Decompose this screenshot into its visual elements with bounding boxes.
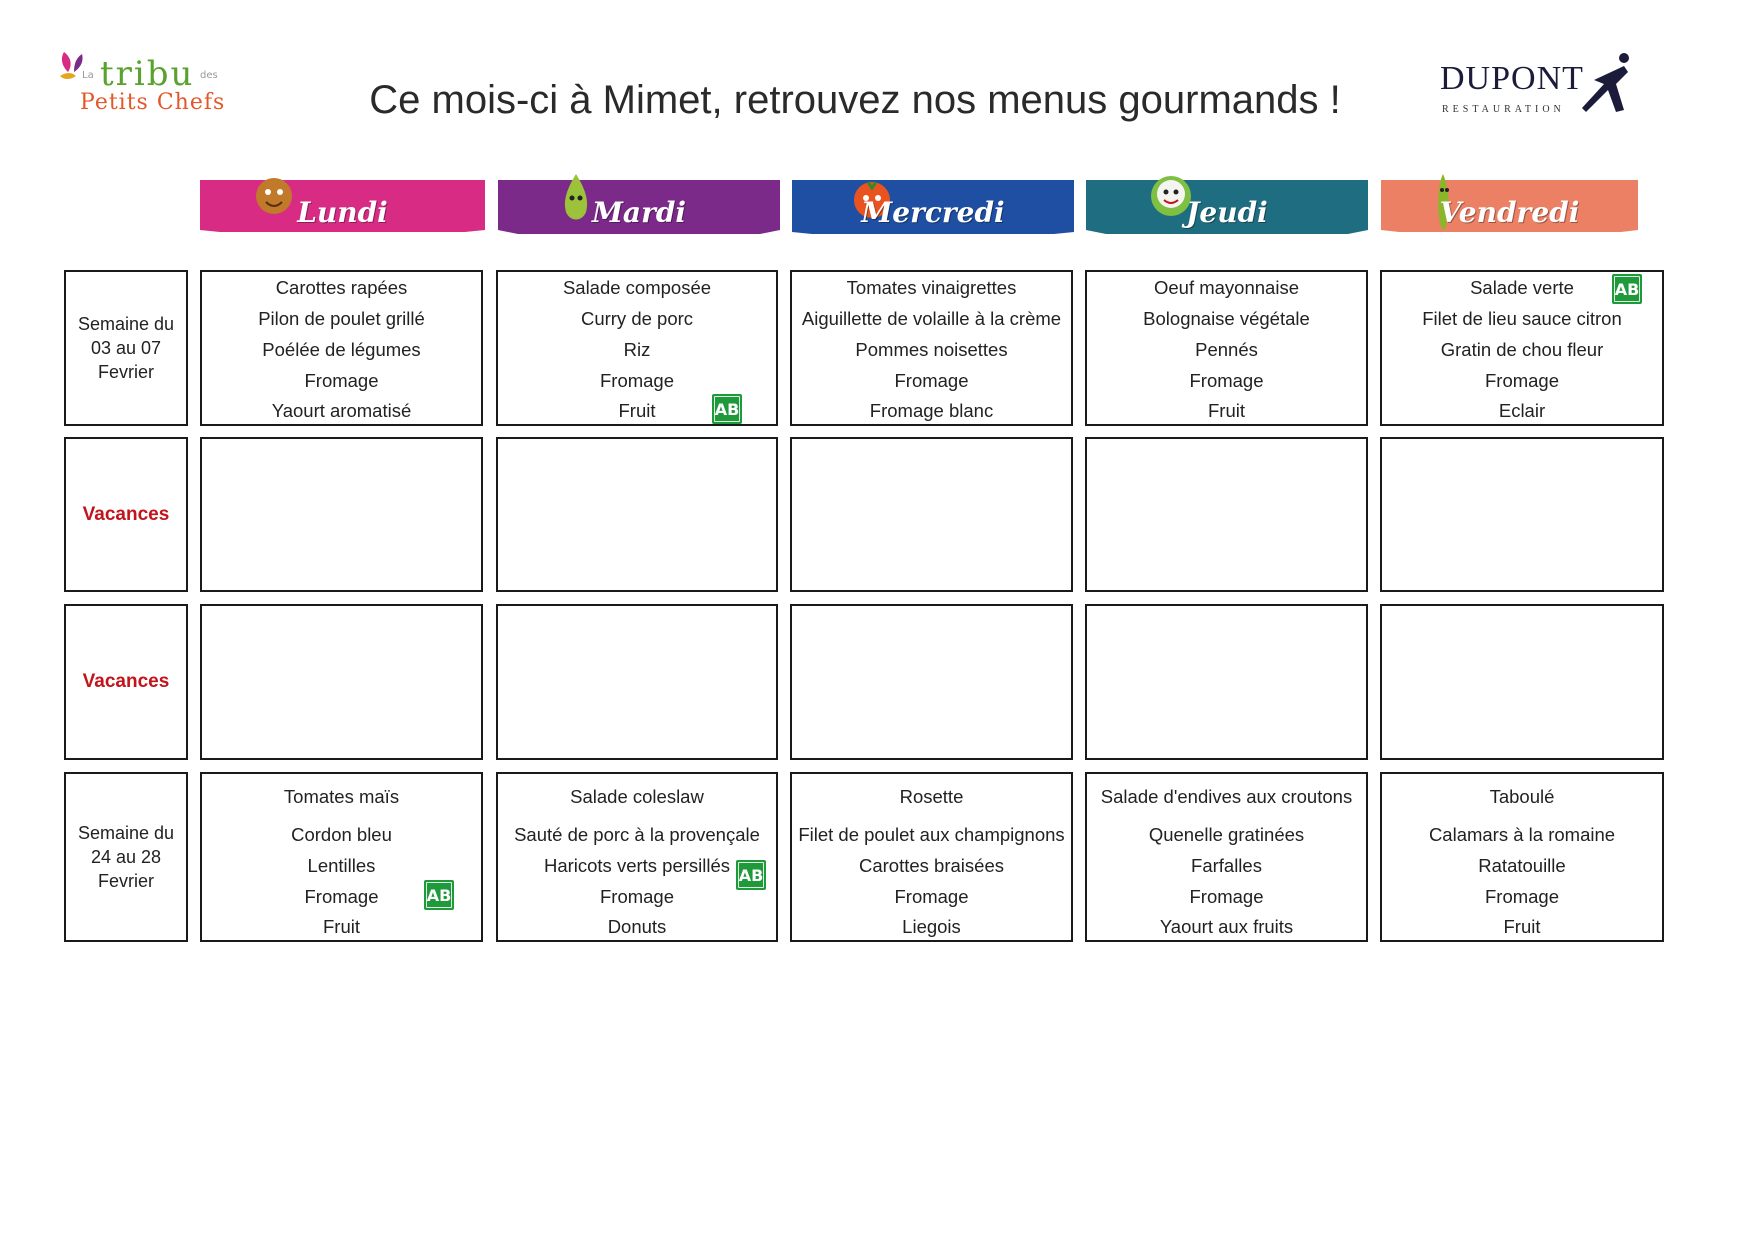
menu-item: Tomates vinaigrettes	[846, 277, 1017, 298]
week-label-line: Fevrier	[97, 362, 154, 382]
menu-item: Cordon bleu	[291, 824, 392, 845]
menu-cell-jeudi	[1085, 772, 1368, 942]
menu-item: Riz	[623, 339, 651, 360]
day-label: Jeudi	[1186, 196, 1268, 229]
holiday-label: Vacances	[82, 503, 170, 525]
menu-item: Tomates maïs	[283, 786, 400, 807]
empty-cell	[496, 604, 778, 760]
menu-item: Filet de lieu sauce citron	[1422, 308, 1622, 329]
menu-item: Fromage	[304, 370, 379, 391]
menu-item: Fromage	[1484, 370, 1560, 391]
week-label-cell	[64, 772, 188, 942]
menu-cell-mardi	[496, 772, 778, 942]
runner-logo-icon	[1580, 50, 1640, 120]
empty-cell	[200, 437, 483, 592]
day-banner-jeudi	[1086, 180, 1368, 250]
menu-item: Fromage	[1484, 886, 1560, 907]
empty-cell	[1085, 437, 1368, 592]
menu-item: Salade coleslaw	[570, 786, 704, 807]
menu-cell-lundi	[200, 270, 483, 426]
week-label-line: 24 au 28	[90, 847, 162, 867]
empty-cell	[1085, 604, 1368, 760]
menu-item: Salade verte	[1470, 277, 1574, 298]
menu-item: Fromage	[894, 370, 969, 391]
brand-la: La	[82, 70, 94, 81]
menu-cell-mercredi	[790, 772, 1073, 942]
menu-item: Oeuf mayonnaise	[1153, 277, 1299, 298]
day-label: Vendredi	[1439, 196, 1580, 229]
day-banner-mercredi	[792, 180, 1074, 250]
day-label: Mercredi	[861, 196, 1005, 229]
menu-item: Gratin de chou fleur	[1440, 339, 1604, 360]
empty-cell	[1380, 437, 1664, 592]
week-label-cell	[64, 270, 188, 426]
brand-dupont: DUPONT	[1440, 60, 1584, 97]
day-label: Mardi	[591, 196, 687, 229]
brand-restauration: RESTAURATION	[1442, 104, 1565, 115]
menu-item: Lentilles	[307, 855, 376, 876]
menu-item: Donuts	[607, 916, 667, 937]
week-label-line: 03 au 07	[90, 338, 162, 358]
menu-item: Filet de poulet aux champignons	[798, 824, 1065, 845]
week-label-cell	[64, 437, 188, 592]
day-banner-lundi	[200, 180, 485, 250]
menu-item: Taboulé	[1489, 786, 1555, 807]
menu-cell-mardi	[496, 270, 778, 426]
week-label-line: Semaine du	[77, 823, 175, 843]
organic-ab-icon: AB	[712, 394, 742, 424]
menu-cell-jeudi	[1085, 270, 1368, 426]
menu-item: Eclair	[1498, 400, 1546, 421]
day-banner-mardi	[498, 180, 780, 250]
menu-item: Ratatouille	[1478, 855, 1566, 876]
menu-cell-mercredi	[790, 270, 1073, 426]
menu-item: Fromage	[599, 370, 675, 391]
menu-item: Fromage	[1189, 886, 1264, 907]
menu-item: Salade composée	[562, 277, 712, 298]
menu-item: Aiguillette de volaille à la crème	[801, 308, 1062, 329]
day-banner-vendredi	[1381, 180, 1638, 250]
menu-item: Carottes rapées	[275, 277, 408, 298]
empty-cell	[496, 437, 778, 592]
menu-cell-vendredi	[1380, 772, 1664, 942]
menu-item: Carottes braisées	[859, 855, 1004, 876]
menu-item: Haricots verts persillés	[543, 855, 731, 876]
menu-item: Yaourt aux fruits	[1159, 916, 1294, 937]
empty-cell	[790, 437, 1073, 592]
organic-ab-icon: AB	[736, 860, 766, 890]
menu-item: Fruit	[1208, 400, 1245, 421]
menu-item: Fromage	[304, 886, 379, 907]
menu-cell-vendredi	[1380, 270, 1664, 426]
menu-item: Fruit	[323, 916, 360, 937]
menu-item: Yaourt aromatisé	[271, 400, 412, 421]
menu-item: Rosette	[899, 786, 964, 807]
menu-item: Pommes noisettes	[855, 339, 1008, 360]
menu-item: Sauté de porc à la provençale	[514, 824, 760, 845]
la-tribu-des-petits-chefs-logo	[58, 50, 258, 130]
brand-des: des	[200, 70, 218, 81]
brand-tribu: tribu	[100, 54, 195, 94]
organic-ab-icon: AB	[1612, 274, 1642, 304]
menu-cell-lundi	[200, 772, 483, 942]
page-title: Ce mois-ci à Mimet, retrouvez nos menus gourmands !	[369, 78, 1341, 122]
empty-cell	[200, 604, 483, 760]
menu-item: Curry de porc	[580, 308, 694, 329]
menu-item: Quenelle gratinées	[1148, 824, 1305, 845]
week-label-cell	[64, 604, 188, 760]
menu-item: Poélée de légumes	[262, 339, 421, 360]
organic-ab-icon: AB	[424, 880, 454, 910]
empty-cell	[790, 604, 1073, 760]
menu-item: Pennés	[1195, 339, 1258, 360]
holiday-label: Vacances	[82, 671, 170, 692]
brand-petits-chefs: Petits Chefs	[80, 90, 226, 115]
menu-item: Fromage	[599, 886, 675, 907]
menu-item: Fromage	[1189, 370, 1264, 391]
week-label-line: Fevrier	[97, 871, 154, 891]
week-label-line: Semaine du	[77, 314, 175, 334]
day-label: Lundi	[297, 196, 388, 229]
menu-item: Fromage	[894, 886, 969, 907]
menu-item: Liegois	[902, 916, 961, 937]
menu-item: Fromage blanc	[869, 400, 994, 421]
menu-item: Farfalles	[1191, 855, 1262, 876]
menu-item: Fruit	[618, 400, 656, 421]
menu-item: Salade d'endives aux croutons	[1100, 786, 1353, 807]
empty-cell	[1380, 604, 1664, 760]
menu-item: Bolognaise végétale	[1143, 308, 1310, 329]
menu-item: Fruit	[1503, 916, 1541, 937]
dupont-restauration-logo	[1420, 50, 1650, 130]
menu-item: Calamars à la romaine	[1428, 824, 1616, 845]
menu-item: Pilon de poulet grillé	[258, 308, 425, 329]
